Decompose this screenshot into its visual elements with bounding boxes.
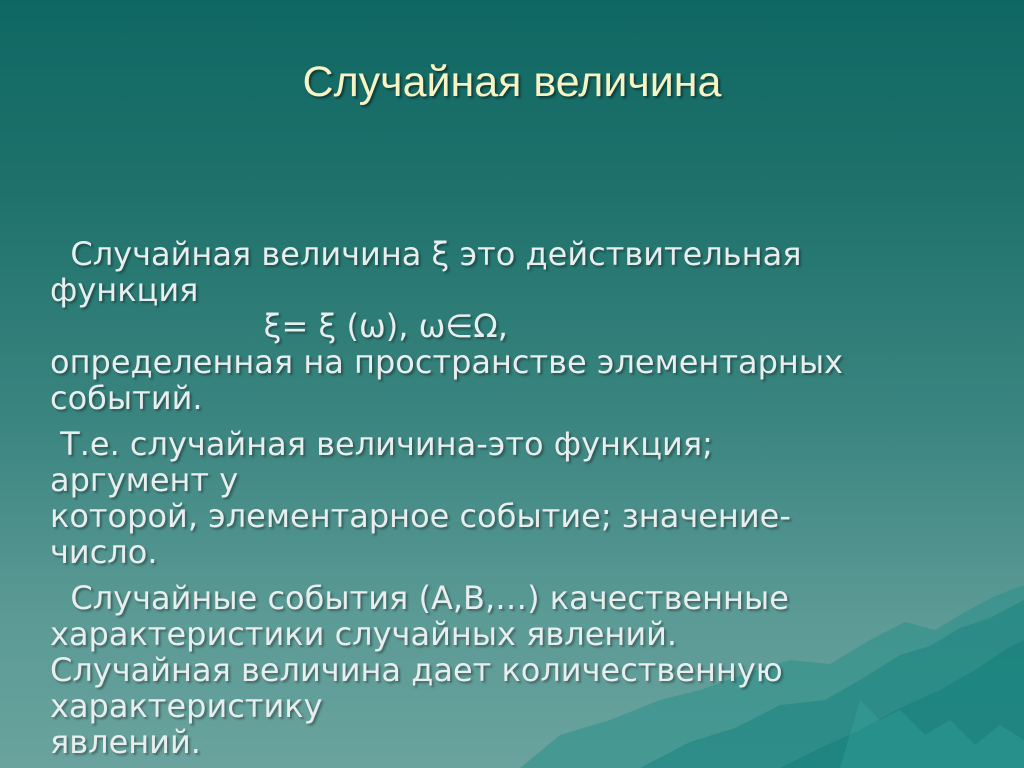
body-line: которой, элементарное событие; значение- [50, 497, 791, 535]
body-line: событий. [50, 379, 203, 417]
body-line: Случайная величина дает количественную [50, 651, 783, 689]
body-line: явлений. [50, 723, 201, 761]
body-line: Случайная величина ξ это действительная [50, 235, 802, 273]
body-line: число. [50, 533, 158, 571]
body-line: функция [50, 271, 199, 309]
paragraph-definition [50, 236, 1020, 416]
slide-body [50, 236, 1020, 760]
body-line: Случайные события (А,В,…) качественные [50, 579, 789, 617]
body-line: определенная на пространстве элементарных [50, 343, 844, 381]
paragraph-comparison [50, 580, 1020, 760]
formula-line: ξ= ξ (ω), ω∈Ω, [50, 307, 508, 345]
body-line: аргумент у [50, 461, 239, 499]
slide-title: Случайная величина [302, 58, 722, 106]
paragraph-explanation [50, 426, 1020, 570]
body-line: Т.е. случайная величина-это функция; [50, 425, 713, 463]
body-line: характеристику [50, 687, 323, 725]
body-line: характеристики случайных явлений. [50, 615, 678, 653]
